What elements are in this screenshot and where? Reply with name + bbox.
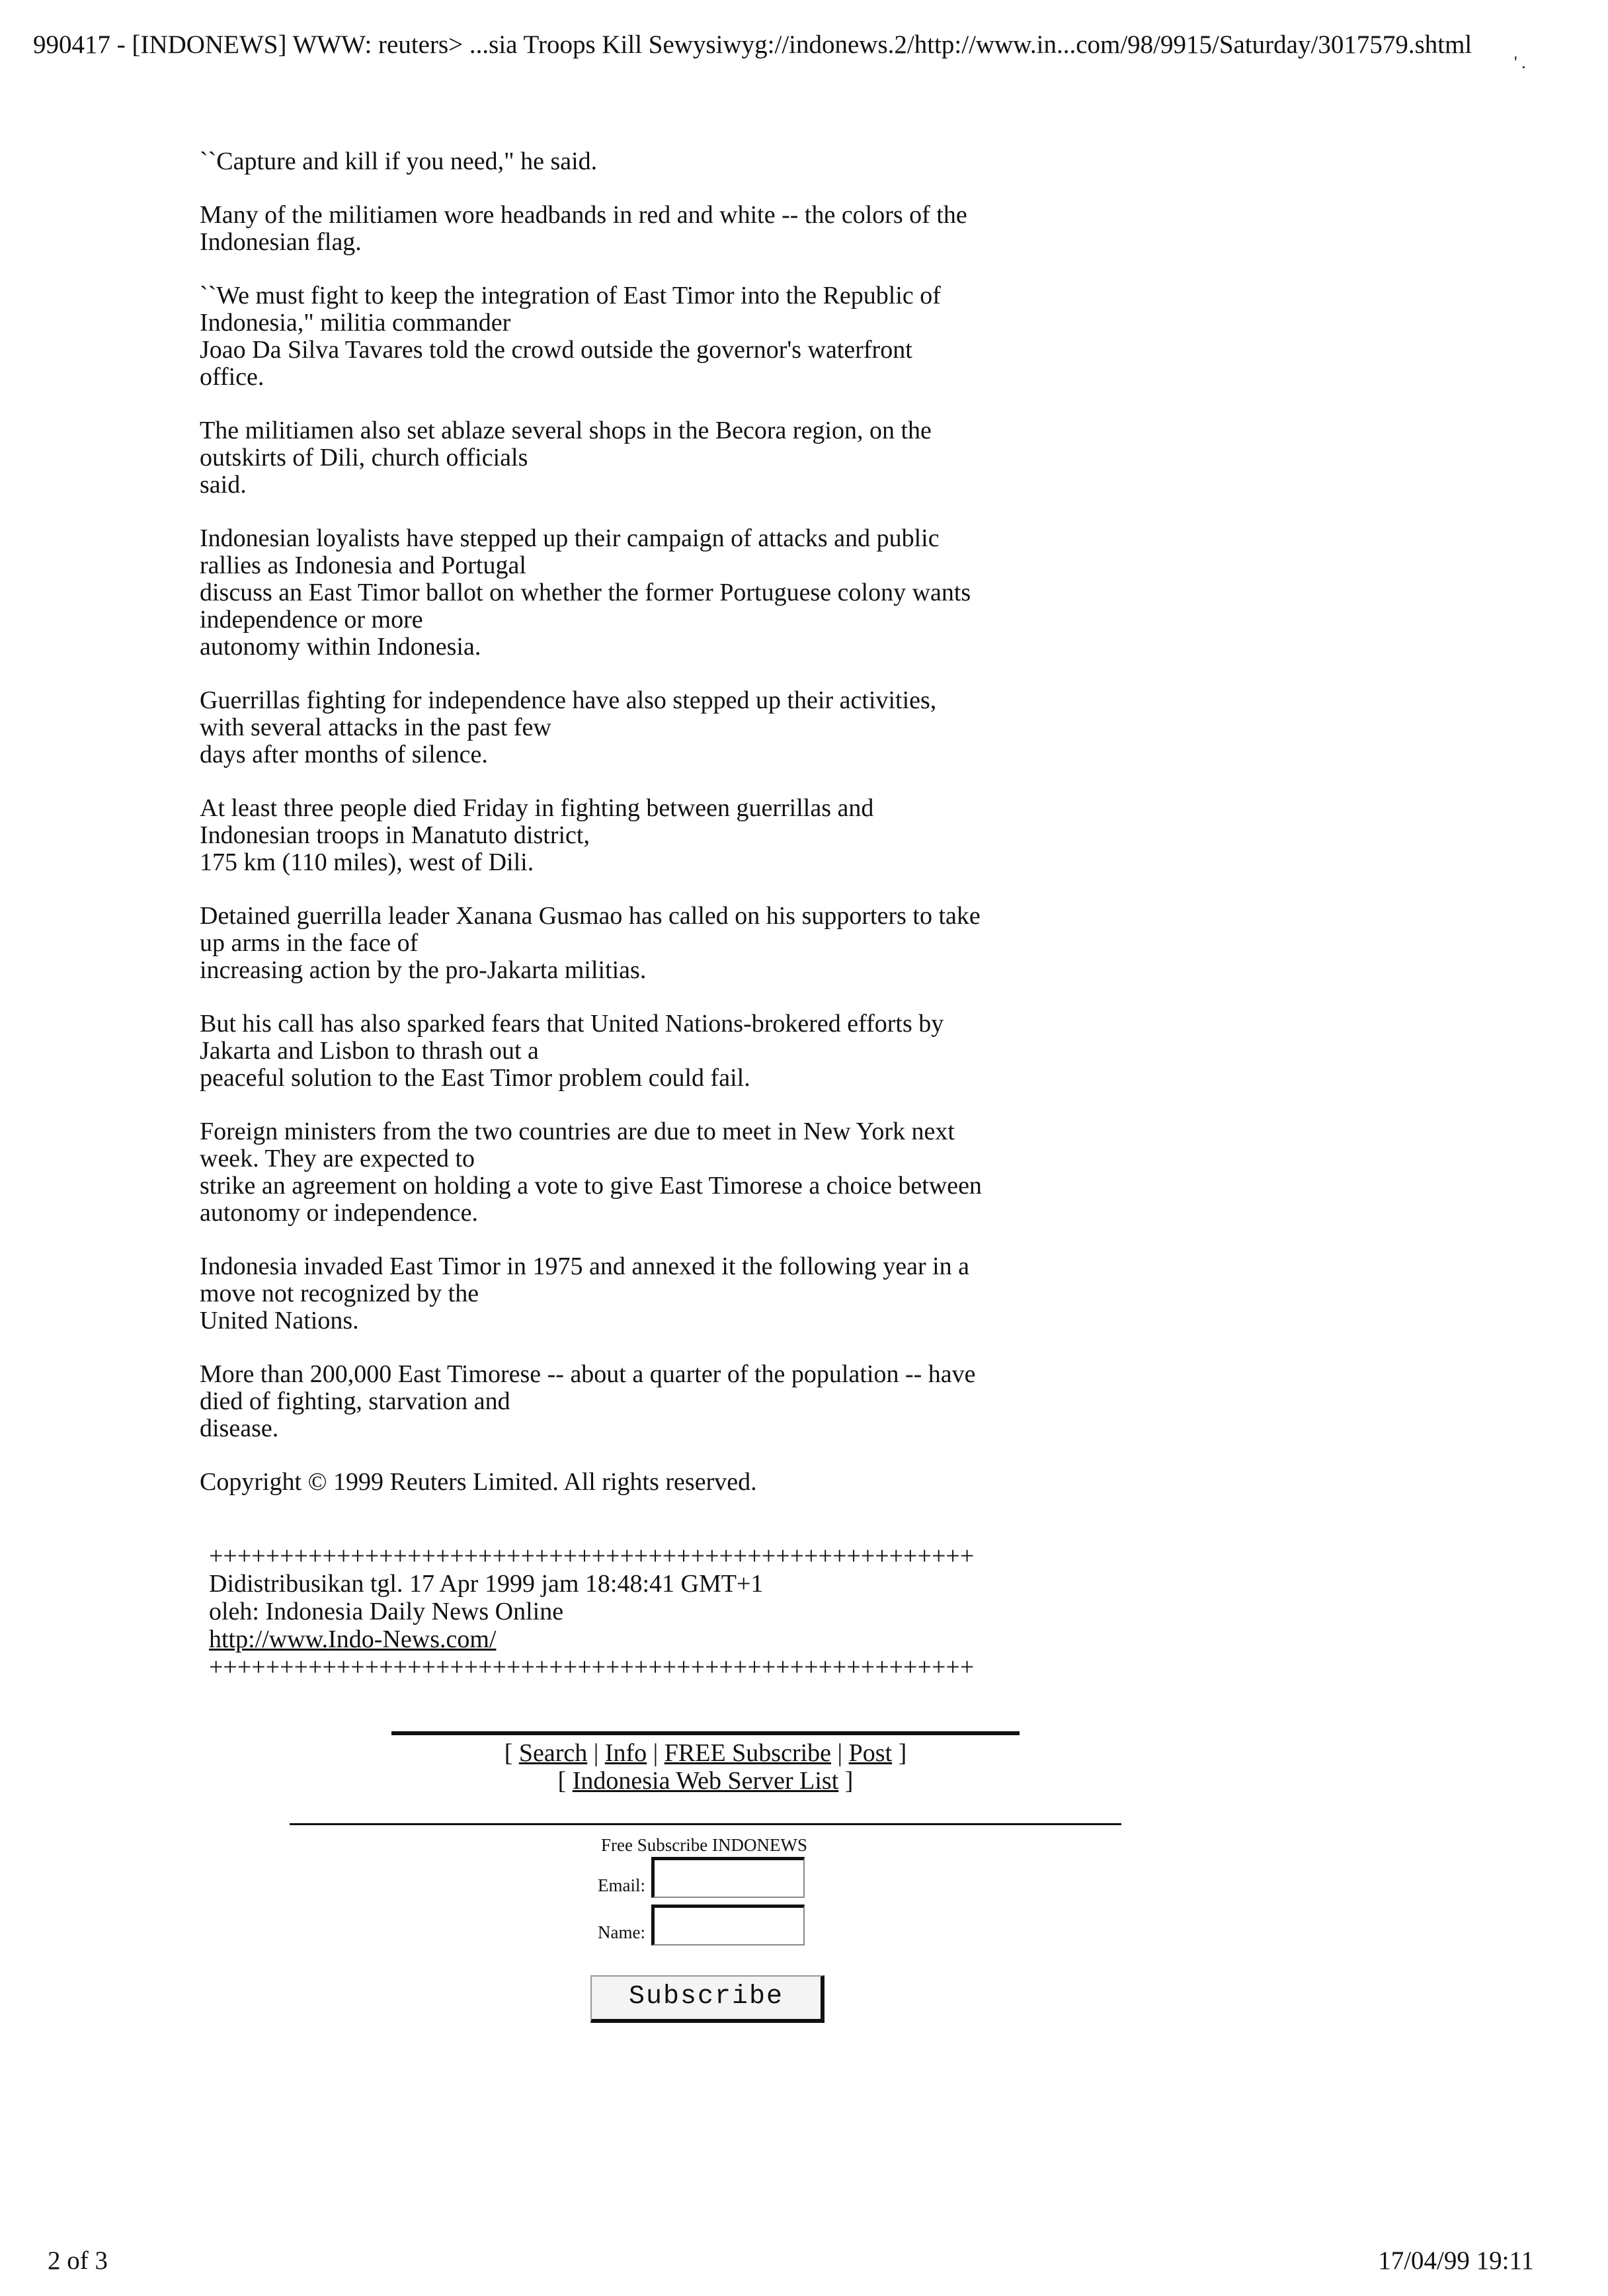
footer-navigation — [391, 1739, 1020, 1795]
print-date: 17/04/99 19:11 — [1378, 2246, 1534, 2275]
email-row — [582, 1875, 645, 1895]
indo-news-link[interactable]: http://www.Indo-News.com/ — [209, 1625, 497, 1653]
nav-link-free-subscribe[interactable]: FREE Subscribe — [664, 1739, 832, 1767]
nav-close-bracket: ] — [892, 1739, 907, 1767]
article-paragraph: Guerrillas fighting for independence have also stepped up their activities, with several attacks in the past few days after months of silence. — [200, 686, 937, 768]
nav-link-search[interactable]: Search — [518, 1739, 588, 1767]
article-paragraph: Detained guerrilla leader Xanana Gusmao has called on his supporters to take up arms in the face of increasing action by the pro-Jakarta militias. — [200, 902, 981, 984]
article-paragraph: At least three people died Friday in fighting between guerrillas and Indonesian troops in Manatuto district, 175 km (110 miles), west of Dili. — [200, 794, 874, 876]
subscribe-button[interactable]: Subscribe — [590, 1975, 824, 2023]
article-paragraph: But his call has also sparked fears that United Nations-brokered efforts by Jakarta and Lisbon to thrash out a peaceful solution to the East Timor problem could fail. — [200, 1010, 944, 1092]
nav-close-bracket: ] — [838, 1767, 854, 1795]
article-paragraph: Copyright © 1999 Reuters Limited. All rights reserved. — [200, 1468, 757, 1496]
plus-divider-top: ++++++++++++++++++++++++++++++++++++++++++++++++++++++ — [209, 1542, 975, 1570]
article-paragraph: The militiamen also set ablaze several shops in the Becora region, on the outskirts of Dili, church officials said. — [200, 417, 932, 499]
distribution-date: Didistribusikan tgl. 17 Apr 1999 jam 18:48:41 GMT+1 — [209, 1570, 764, 1598]
article-paragraph: ``We must fight to keep the integration of East Timor into the Republic of Indonesia," militia commander Joao Da Silva Tavares told the crowd outside the governor's waterfront office. — [200, 282, 941, 391]
article-paragraph: ``Capture and kill if you need," he said. — [200, 147, 598, 175]
name-field[interactable] — [651, 1905, 805, 1946]
article-paragraph: Many of the militiamen wore headbands in red and white -- the colors of the Indonesian flag. — [200, 201, 967, 256]
nav-link-web-server-list[interactable]: Indonesia Web Server List — [572, 1767, 839, 1795]
article-body — [200, 148, 1125, 1522]
header-mark: ' . — [1514, 53, 1526, 72]
article-paragraph: Indonesian loyalists have stepped up their campaign of attacks and public rallies as Indonesia and Portugal discuss an East Timor ballot on whether the former Portuguese colony wants independence or more autonomy within Indonesia. — [200, 524, 971, 661]
article-paragraph: Indonesia invaded East Timor in 1975 and annexed it the following year in a move not recognized by the United Nations. — [200, 1252, 970, 1334]
name-label: Name: — [598, 1922, 645, 1942]
distribution-block — [209, 1542, 1022, 1681]
subscribe-heading-line1: Free Subscribe INDONEWS — [601, 1835, 807, 1855]
nav-link-info[interactable]: Info — [604, 1739, 647, 1767]
footer-rule-bottom — [290, 1823, 1121, 1825]
article-paragraph: More than 200,000 East Timorese -- about a quarter of the population -- have died of fighting, starvation and disease. — [200, 1360, 976, 1442]
nav-separator: | — [831, 1739, 849, 1767]
page-header-title: 990417 - [INDONEWS] WWW: reuters> ...sia Troops Kill Sewysiwyg://indonews.2/http://www.in...com/98/9915/Saturday/3017579.shtml — [33, 30, 1472, 59]
nav-open-bracket: [ — [557, 1767, 573, 1795]
name-row — [582, 1922, 645, 1942]
email-field[interactable] — [651, 1857, 805, 1898]
page-count: 2 of 3 — [48, 2246, 108, 2275]
nav-link-post[interactable]: Post — [848, 1739, 893, 1767]
article-paragraph: Foreign ministers from the two countries are due to meet in New York next week. They are expected to strike an agreement on holding a vote to give East Timorese a choice between autonomy or independence. — [200, 1118, 982, 1227]
plus-divider-bottom: ++++++++++++++++++++++++++++++++++++++++++++++++++++++ — [209, 1653, 975, 1681]
distribution-source: oleh: Indonesia Daily News Online — [209, 1598, 564, 1625]
nav-separator: | — [587, 1739, 605, 1767]
footer-rule-top — [391, 1731, 1020, 1735]
email-label: Email: — [598, 1875, 645, 1895]
nav-open-bracket: [ — [504, 1739, 519, 1767]
nav-separator: | — [647, 1739, 664, 1767]
